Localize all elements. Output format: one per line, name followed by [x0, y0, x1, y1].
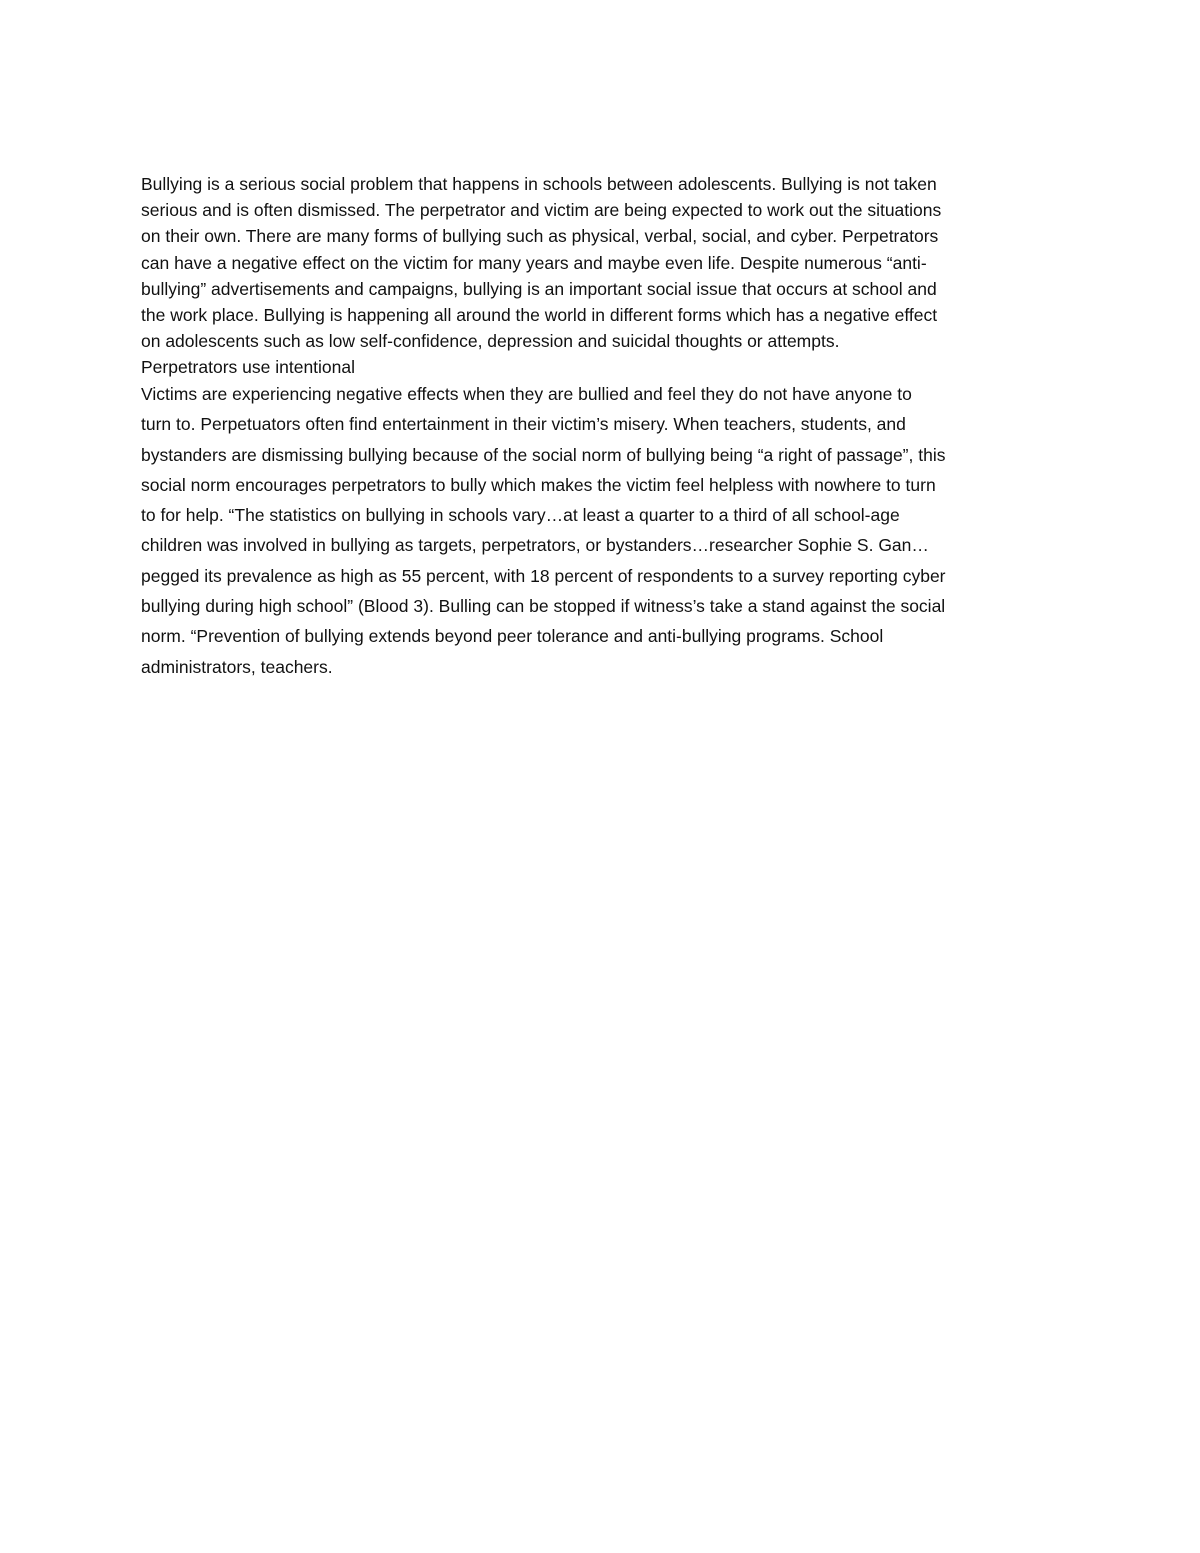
text-line: bullying” advertisements and campaigns, bullying is an important social issue that occurs at school and: [141, 278, 937, 299]
text-line: Bullying is a serious social problem that happens in schools between adolescents. Bullying is not taken: [141, 174, 937, 194]
text-line: children was involved in bullying as targets, perpetrators, or bystanders…researcher Sophie S. Gan…: [141, 535, 929, 556]
text-line: bullying during high school” (Blood 3). Bulling can be stopped if witness’s take a stand against the social: [141, 596, 946, 617]
text-line: on their own. There are many forms of bullying such as physical, verbal, social, and cyber. Perpetrators: [141, 226, 939, 247]
body-paragraph: [141, 379, 1061, 682]
text-line: Perpetrators use intentional: [141, 357, 356, 377]
text-line: can have a negative effect on the victim for many years and maybe even life. Despite numerous “anti-: [141, 252, 927, 273]
intro-paragraph: [141, 171, 1061, 354]
text-line: turn to. Perpetuators often find entertainment in their victim’s misery. When teachers, students, and: [141, 414, 906, 435]
text-line: to for help. “The statistics on bullying in schools vary…at least a quarter to a third of all school-age: [141, 505, 900, 526]
text-line: the work place. Bullying is happening all around the world in different forms which has a negative effect: [141, 305, 938, 326]
text-line: bystanders are dismissing bullying because of the social norm of bullying being “a right of passage”, this: [141, 444, 946, 465]
text-line: social norm encourages perpetrators to bully which makes the victim feel helpless with nowhere to turn: [141, 474, 936, 495]
text-line: Victims are experiencing negative effects when they are bullied and feel they do not have anyone to: [141, 384, 912, 404]
heading-line: [141, 355, 1061, 379]
text-line: serious and is often dismissed. The perpetrator and victim are being expected to work out the situations: [141, 200, 942, 221]
text-line: norm. “Prevention of bullying extends beyond peer tolerance and anti-bullying programs. School: [141, 626, 884, 647]
text-line: on adolescents such as low self-confidence, depression and suicidal thoughts or attempts.: [141, 331, 840, 352]
text-line: administrators, teachers.: [141, 656, 333, 677]
text-line: pegged its prevalence as high as 55 percent, with 18 percent of respondents to a survey reporting cyber: [141, 565, 946, 586]
